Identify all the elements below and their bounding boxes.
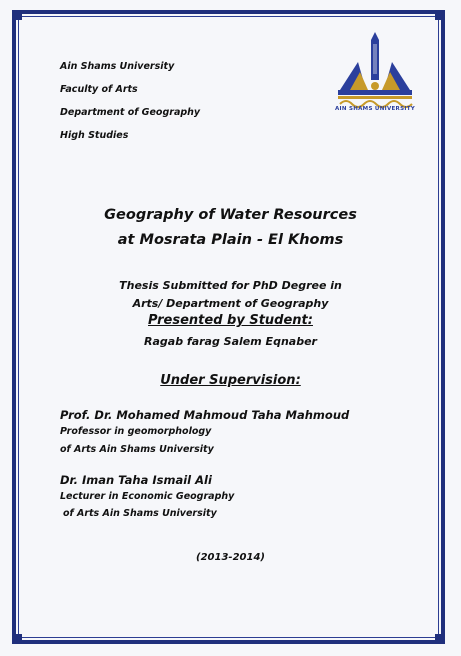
supervisor-2-name: Dr. Iman Taha Ismail Ali [60, 473, 212, 487]
frame-corner [12, 634, 22, 644]
frame-corner [12, 10, 22, 20]
university-name: Ain Shams University [60, 61, 175, 72]
supervisor-2-role: Lecturer in Economic Geography [60, 491, 235, 502]
department-name: Department of Geography [60, 107, 201, 118]
frame-corner [435, 634, 445, 644]
student-name: Ragab farag Salem Eqnaber [144, 335, 317, 348]
supervisor-1-name: Prof. Dr. Mohamed Mahmoud Taha Mahmoud [60, 408, 350, 422]
thesis-title-line1: Geography of Water Resources [104, 207, 357, 223]
thesis-statement-line1: Thesis Submitted for PhD Degree in [119, 279, 342, 292]
logo-caption: AIN SHAMS UNIVERSITY [334, 106, 416, 112]
supervision-heading: Under Supervision: [160, 373, 301, 388]
supervisor-1-role: Professor in geomorphology [60, 426, 212, 437]
supervisor-2-affiliation: of Arts Ain Shams University [63, 508, 217, 519]
university-logo [330, 30, 420, 115]
faculty-name: Faculty of Arts [60, 84, 138, 95]
academic-year: (2013-2014) [196, 552, 265, 563]
supervisor-1-affiliation: of Arts Ain Shams University [60, 444, 214, 455]
thesis-title-line2: at Mosrata Plain - El Khoms [117, 232, 344, 248]
study-level: High Studies [60, 130, 129, 141]
thesis-statement-line2: Arts/ Department of Geography [132, 297, 329, 310]
frame-corner [435, 10, 445, 20]
presented-by-heading: Presented by Student: [148, 313, 313, 328]
